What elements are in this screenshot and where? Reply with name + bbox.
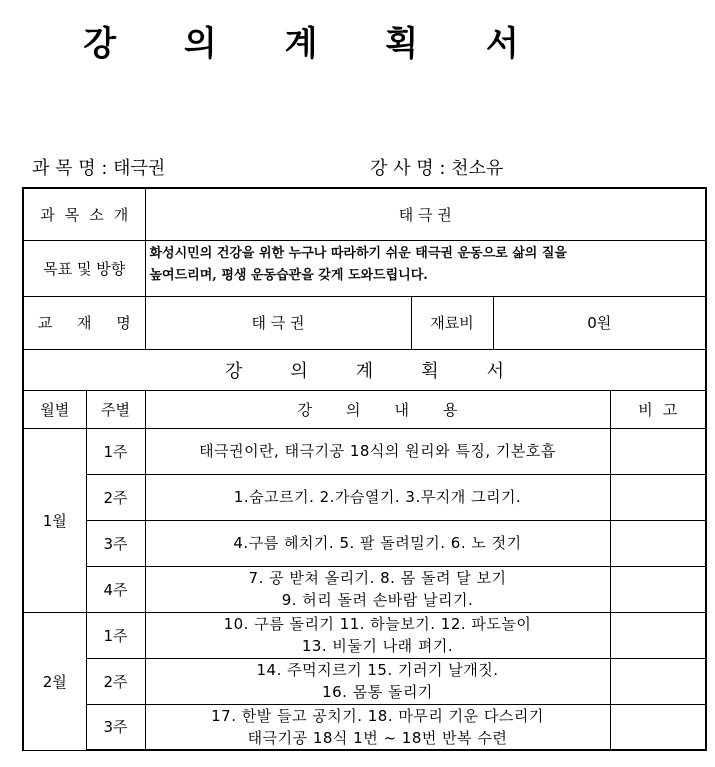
note-cell (610, 428, 706, 474)
table-row (23, 704, 706, 750)
note-header: 비고 (610, 390, 706, 428)
content-header: 강의내용 (145, 390, 610, 428)
note-cell (610, 474, 706, 520)
instructor-value: 천소유 (451, 158, 504, 179)
note-cell (610, 612, 706, 658)
course-plan-table (22, 187, 707, 751)
week-cell: 4주 (86, 566, 145, 612)
month-cell: 1월 (23, 428, 86, 612)
course-name-label: 과 목 명 : (32, 158, 108, 179)
textbook-value: 태 극 권 (145, 296, 411, 349)
lesson-line: 17. 한발 들고 공치기. 18. 마무리 기운 다스리기 (211, 706, 544, 725)
goal-line: 화성시민의 건강을 위한 누구나 따라하기 쉬운 태극권 운동으로 삶의 질을 (149, 245, 567, 261)
lesson-line: 태극권이란, 태극기공 18식의 원리와 특징, 기본호흡 (199, 442, 556, 460)
lesson-line: 16. 몸통 돌리기 (322, 683, 433, 701)
material-fee-label: 재료비 (411, 296, 493, 349)
table-row (23, 428, 706, 474)
material-fee-value: 0원 (493, 296, 706, 349)
instructor-line (370, 154, 503, 180)
week-cell: 3주 (86, 704, 145, 750)
lesson-content (145, 704, 610, 750)
table-row (23, 566, 706, 612)
plan-section-title: 강의계획서 (23, 349, 706, 390)
lesson-content (145, 520, 610, 566)
table-row (23, 520, 706, 566)
course-name-value: 태극권 (113, 158, 166, 179)
week-cell: 2주 (86, 474, 145, 520)
course-intro-label: 과목소개 (23, 188, 145, 240)
week-cell: 1주 (86, 428, 145, 474)
note-cell (610, 704, 706, 750)
lesson-line: 14. 주먹지르기 15. 기러기 날개짓. (256, 661, 499, 679)
lesson-content (145, 612, 610, 658)
week-cell: 1주 (86, 612, 145, 658)
lesson-content (145, 566, 610, 612)
week-header: 주별 (86, 390, 145, 428)
lesson-line: 4.구름 헤치기. 5. 팔 돌려밀기. 6. 노 젓기 (233, 534, 522, 552)
table-row (23, 612, 706, 658)
document-title: 강 의 계 획 서 (83, 24, 547, 64)
lesson-content (145, 428, 610, 474)
table-row (23, 658, 706, 704)
month-cell: 2월 (23, 612, 86, 750)
textbook-label: 교 재 명 (23, 296, 145, 349)
month-header: 월별 (23, 390, 86, 428)
instructor-label: 강 사 명 : (370, 158, 446, 179)
lesson-line: 7. 공 받쳐 올리기. 8. 몸 돌려 달 보기 (248, 569, 507, 587)
week-cell: 3주 (86, 520, 145, 566)
note-cell (610, 520, 706, 566)
course-name-line (32, 154, 165, 180)
table-row (23, 474, 706, 520)
lesson-line: 1.숨고르기. 2.가슴열기. 3.무지개 그리기. (233, 488, 522, 506)
week-cell: 2주 (86, 658, 145, 704)
note-cell (610, 658, 706, 704)
lesson-content (145, 474, 610, 520)
lesson-line: 13. 비둘기 나래 펴기. (301, 637, 454, 655)
lesson-line: 10. 구름 돌리기 11. 하늘보기. 12. 파도놀이 (223, 615, 532, 633)
goal-value (145, 240, 706, 296)
lesson-line: 태극기공 18식 1번 ~ 18번 반복 수련 (247, 728, 508, 747)
lesson-line: 9. 허리 돌려 손바람 날리기. (281, 591, 474, 609)
lesson-content (145, 658, 610, 704)
course-intro-value: 태 극 권 (145, 188, 706, 240)
goal-label: 목표 및 방향 (23, 240, 145, 296)
note-cell (610, 566, 706, 612)
goal-line: 높여드리며, 평생 운동습관을 갖게 도와드립니다. (149, 267, 428, 283)
